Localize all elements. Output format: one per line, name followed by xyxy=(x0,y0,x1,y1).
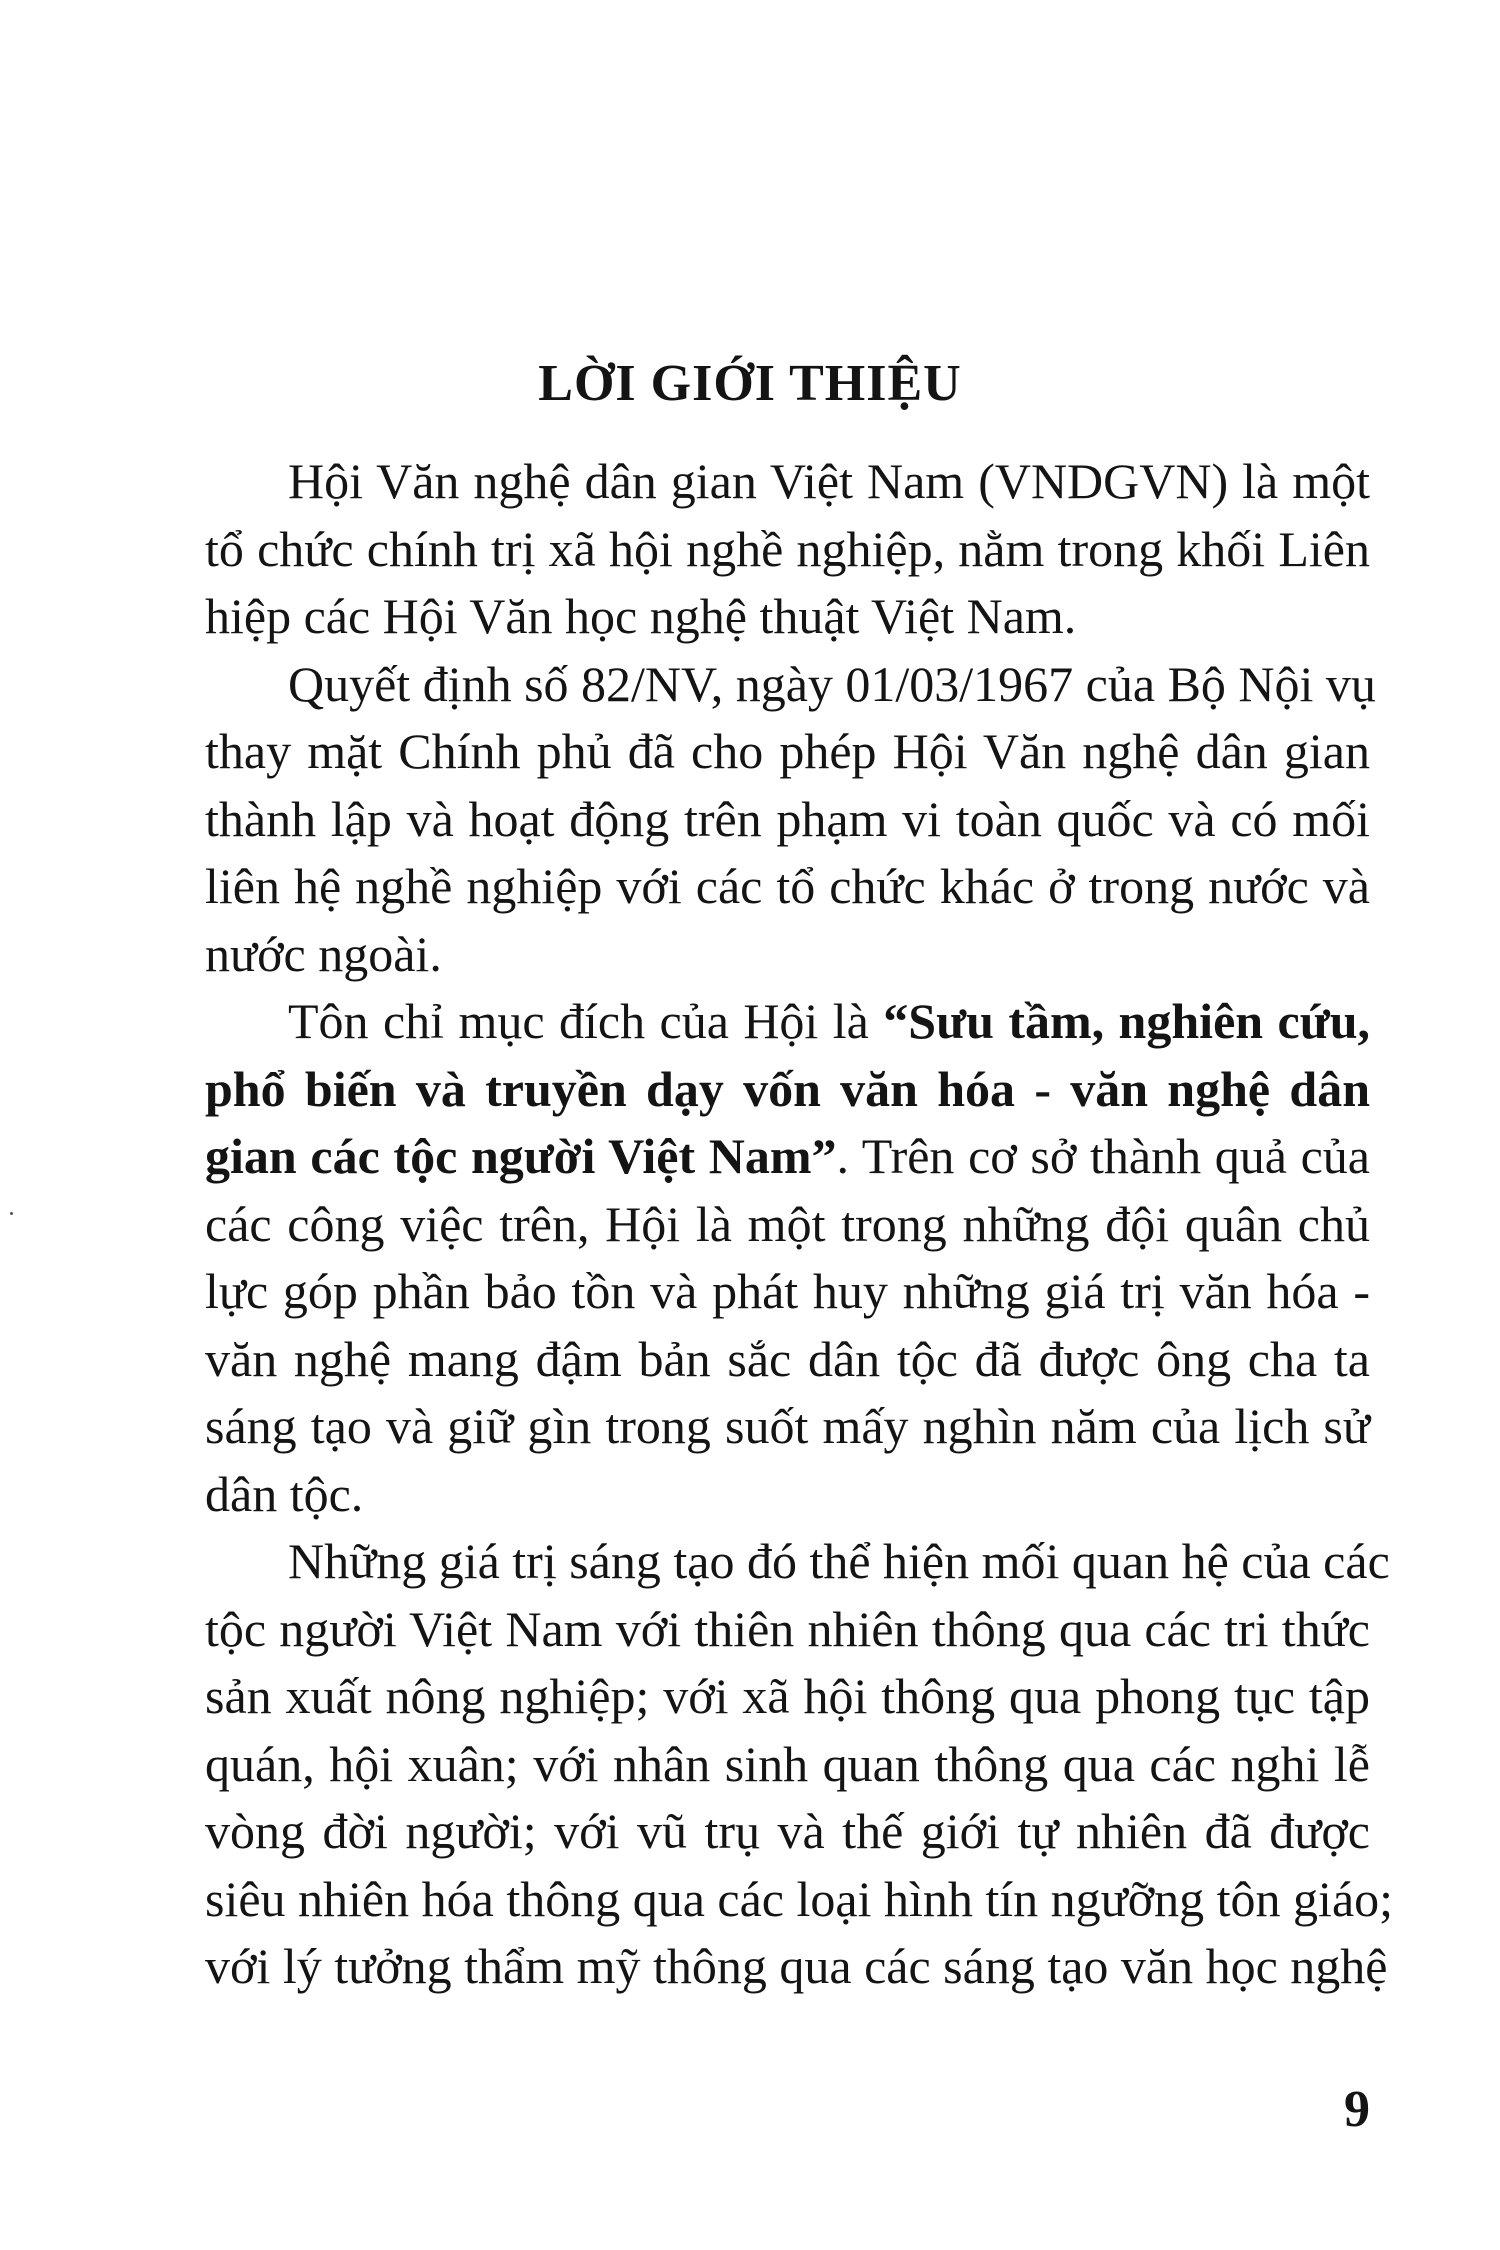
bold-quote-start: “Sưu tầm, nghiên cứu, xyxy=(883,993,1371,1049)
bold-quote-end: gian các tộc người Việt Nam” xyxy=(205,1128,837,1184)
text-line: Hội Văn nghệ dân gian Việt Nam (VNDGVN) là một xyxy=(288,453,1370,509)
body-text xyxy=(122,448,1394,2001)
text-line: sản xuất nông nghiệp; với xã hội thông qua phong tục tập xyxy=(205,1668,1370,1724)
scan-speck xyxy=(10,1212,13,1215)
page-title: LỜI GIỚI THIỆU xyxy=(538,355,962,412)
paragraph-3 xyxy=(122,988,1370,1528)
paragraph-2 xyxy=(122,651,1376,989)
text-line: vòng đời người; với vũ trụ và thế giới tự nhiên đã được xyxy=(205,1803,1370,1859)
text-line: siêu nhiên hóa thông qua các loại hình tín ngưỡng tôn giáo; xyxy=(205,1870,1394,1927)
text-line: thành lập và hoạt động trên phạm vi toàn quốc và có mối xyxy=(205,790,1370,847)
text-line: với lý tưởng thẩm mỹ thông qua các sáng tạo văn học nghệ xyxy=(205,1938,1388,1994)
text-line: liên hệ nghề nghiệp với các tổ chức khác ở trong nước và xyxy=(205,858,1370,914)
paragraph-4 xyxy=(122,1528,1394,2001)
paragraph-1 xyxy=(122,448,1370,651)
text-run: . Trên cơ sở thành quả của xyxy=(836,1128,1370,1184)
text-line: Những giá trị sáng tạo đó thể hiện mối quan hệ của các xyxy=(288,1533,1390,1589)
text-line: văn nghệ mang đậm bản sắc dân tộc đã được ông cha ta xyxy=(205,1330,1370,1387)
text-line: tộc người Việt Nam với thiên nhiên thông qua các tri thức xyxy=(205,1600,1370,1657)
text-line: nước ngoài. xyxy=(205,925,442,982)
text-line: dân tộc. xyxy=(205,1465,364,1522)
text-line: lực góp phần bảo tồn và phát huy những giá trị văn hóa - xyxy=(205,1263,1370,1319)
page-number: 9 xyxy=(1344,2081,1370,2138)
text-line: quán, hội xuân; với nhân sinh quan thông qua các nghi lễ xyxy=(205,1735,1370,1792)
text-run: Tôn chỉ mục đích của Hội là xyxy=(288,993,884,1049)
text-line: hiệp các Hội Văn học nghệ thuật Việt Nam. xyxy=(205,588,1077,644)
text-line xyxy=(122,988,1370,1056)
text-line: thay mặt Chính phủ đã cho phép Hội Văn nghệ dân gian xyxy=(205,723,1370,779)
text-line: sáng tạo và giữ gìn trong suốt mấy nghìn năm của lịch sử xyxy=(205,1398,1370,1454)
bold-quote-line: phổ biến và truyền dạy vốn văn hóa - văn nghệ dân xyxy=(205,1060,1370,1117)
text-line: Quyết định số 82/NV, ngày 01/03/1967 của Bộ Nội vụ xyxy=(288,655,1376,712)
text-line xyxy=(122,1123,1370,1191)
text-line: tổ chức chính trị xã hội nghề nghiệp, nằm trong khối Liên xyxy=(205,520,1370,577)
text-line: các công việc trên, Hội là một trong những đội quân chủ xyxy=(205,1195,1370,1252)
